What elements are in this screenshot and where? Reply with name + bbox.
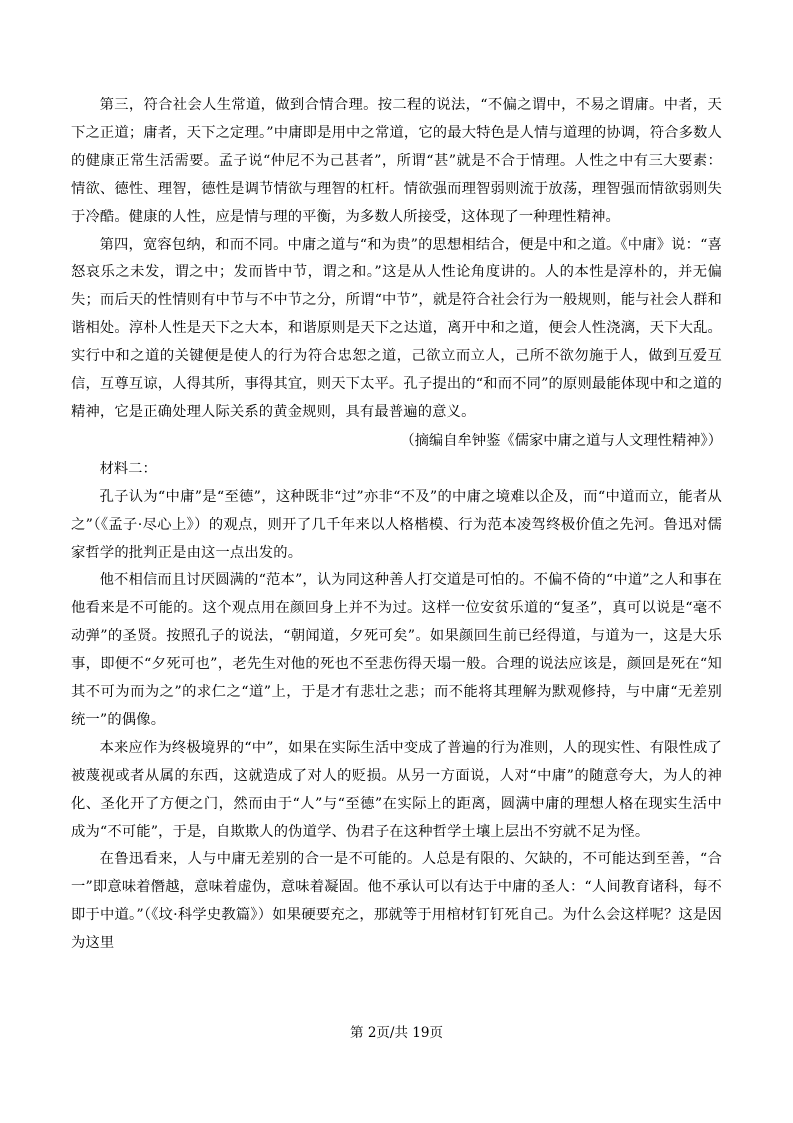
document-body [71, 92, 722, 958]
paragraph-third-point: 第三，符合社会人生常道，做到合情合理。按二程的说法，“不偏之谓中，不易之谓庸。中者，天下之正道；庸者，天下之定理。”中庸即是用中之常道，它的最大特色是人情与道理的协调，符合多数人的健康正常生活需要。孟子说“仲尼不为己甚者”，所谓“甚”就是不合于情理。人性之中有三大要素：情欲、德性、理智，德性是调节情欲与理智的杠杆。情欲强而理智弱则流于放荡，理智强而情欲弱则失于冷酷。健康的人性，应是情与理的平衡，为多数人所接受，这体现了一种理性精神。 [71, 97, 722, 225]
material-two-paragraph-3: 本来应作为终极境界的“中”，如果在实际生活中变成了普遍的行为准则，人的现实性、有限性成了被蔑视或者从属的东西，这就造成了对人的贬损。从另一方面说，人对“中庸”的随意夸大，为人的神化、圣化开了方便之门，然而由于“人”与“至德”在实际上的距离，圆满中庸的理想人格在现实生活中成为“不可能”，于是，自欺欺人的伪道学、伪君子在这种哲学土壤上层出不穷就不足为怪。 [71, 739, 722, 840]
page-number-footer: 第 2页/共 19页 [350, 1025, 443, 1041]
material-two-label: 材料二： [99, 460, 157, 477]
source-citation: （摘编自牟钟鉴《儒家中庸之道与人文理性精神》） [400, 432, 722, 449]
material-two-paragraph-4: 在鲁迅看来，人与中庸无差别的合一是不可能的。人总是有限的、欠缺的，不可能达到至善，“合一”即意味着僭越，意味着虚伪，意味着凝固。他不承认可以有达于中庸的圣人：“人间教育诸科，每不即于中道。”（《坟·科学史教篇》）如果硬要充之，那就等于用棺材钉钉死自己。为什么会这样呢？这是因为这里 [71, 851, 722, 952]
material-two-paragraph-2: 他不相信而且讨厌圆满的“范本”，认为同这种善人打交道是可怕的。不偏不倚的“中道”之人和事在他看来是不可能的。这个观点用在颜回身上并不为过。这样一位安贫乐道的“复圣”，真可以说是“毫不动弹”的圣贤。按照孔子的说法，“朝闻道，夕死可矣”。如果颜回生前已经得道，与道为一，这是大乐事，即便不“夕死可也”，老先生对他的死也不至悲伤得天塌一般。合理的说法应该是，颜回是死在“知其不可为而为之”的求仁之“道”上，于是才有悲壮之悲；而不能将其理解为默观修持，与中庸“无差别统一”的偶像。 [71, 572, 722, 728]
material-two-paragraph-1: 孔子认为“中庸”是“至德”，这种既非“过”亦非“不及”的中庸之境难以企及，而“中道而立，能者从之”（《孟子·尽心上》）的观点，则开了几千年来以人格楷模、行为范本凌驾终极价值之先河。鲁迅对儒家哲学的批判正是由这一点出发的。 [71, 488, 722, 561]
paragraph-fourth-point: 第四，宽容包纳，和而不同。中庸之道与“和为贵”的思想相结合，便是中和之道。《中庸》说：“喜怒哀乐之未发，谓之中；发而皆中节，谓之和。”这是从人性论角度讲的。人的本性是淳朴的，并无偏失；而后天的性情则有中节与不中节之分，所谓“中节”，就是符合社会行为一般规则，能与社会人群和谐相处。淳朴人性是天下之大本，和谐原则是天下之达道，离开中和之道，便会人性浇漓，天下大乱。实行中和之道的关键便是使人的行为符合忠恕之道，己欲立而立人，己所不欲勿施于人，做到互爱互信，互尊互谅，人得其所，事得其宜，则天下太平。孔子提出的“和而不同”的原则最能体现中和之道的精神，它是正确处理人际关系的黄金规则，具有最普遍的意义。 [71, 236, 722, 420]
